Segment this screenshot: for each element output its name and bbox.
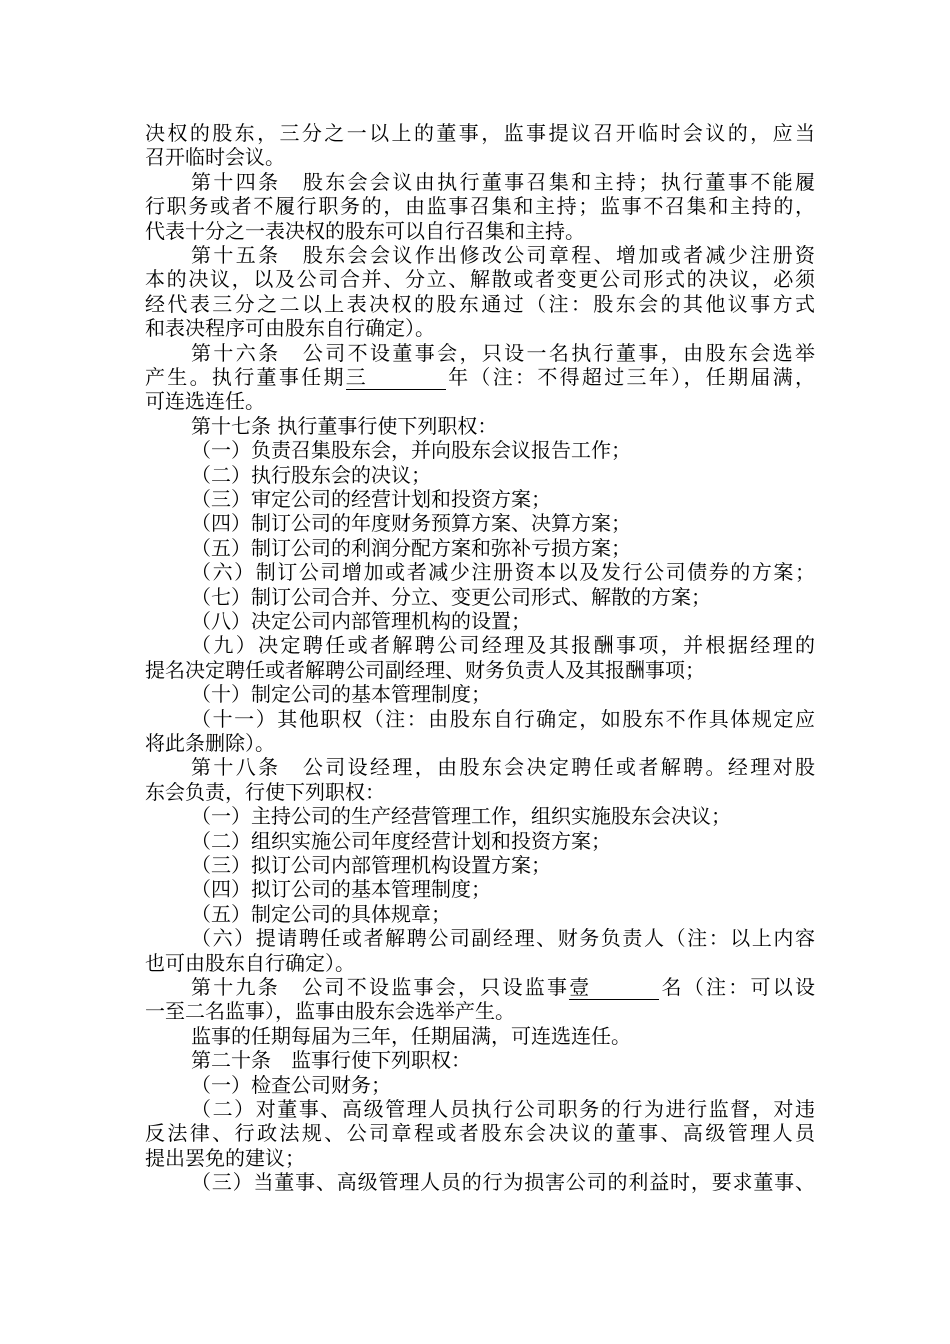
text-segment: （七）制订公司合并、分立、变更公司形式、解散的方案； [191,584,711,609]
text-line [191,707,815,731]
text-line [191,609,815,633]
text-line [191,1073,815,1097]
text-line [145,951,815,975]
text-line [191,755,815,779]
text-segment: （三）当董事、高级管理人员的行为损害公司的利益时，要求董事、 [191,1170,815,1195]
text-segment: 可连选连任。 [145,389,265,414]
text-line [145,1146,815,1170]
text-line [145,389,815,413]
text-segment: 本的决议，以及公司合并、分立、解散或者变更公司形式的决议，必须 [145,267,815,292]
text-segment: 第十四条 股东会会议由执行董事召集和主持；执行董事不能履 [191,169,815,194]
text-segment: 代表十分之一表决权的股东可以自行召集和主持。 [145,218,585,243]
text-segment: （二）对董事、高级管理人员执行公司职务的行为进行监督，对违 [191,1097,815,1121]
text-segment: （八）决定公司内部管理机构的设置； [191,609,531,633]
text-segment: 名（注：可以设 [659,975,815,999]
text-line [191,243,815,267]
text-line [145,365,815,389]
text-segment: 第十六条 公司不设董事会，只设一名执行董事，由股东会选举 [191,340,815,365]
text-line [191,1170,815,1194]
text-segment: 将此条删除）。 [145,731,275,755]
text-line [191,560,815,584]
text-segment: 第二十条 监事行使下列职权： [191,1048,471,1073]
text-segment: 第十七条 执行董事行使下列职权： [191,413,498,438]
text-segment: （三）拟订公司内部管理机构设置方案； [191,853,551,877]
text-segment: 行职务或者不履行职务的，由监事召集和主持；监事不召集和主持的， [145,194,815,219]
text-segment: 决权的股东，三分之一以上的董事，监事提议召开临时会议的，应当 [145,121,815,145]
text-line [191,975,815,999]
text-segment: 监事的任期每届为三年，任期届满，可连选连任。 [191,1023,631,1048]
text-segment: 提出罢免的建议； [145,1145,305,1170]
text-line [191,633,815,657]
text-segment: （五）制订公司的利润分配方案和弥补亏损方案； [191,535,631,560]
text-line [191,902,815,926]
text-line [191,1024,815,1048]
text-line [145,121,815,145]
text-line [191,341,815,365]
text-line [191,414,815,438]
text-segment: 召开临时会议。 [145,145,285,170]
text-segment: 年（注：不得超过三年），任期届满， [445,365,816,389]
text-segment: 和表决程序可由股东自行确定）。 [145,316,435,341]
text-line [191,438,815,462]
text-segment: 也可由股东自行确定）。 [145,950,355,975]
text-segment: （六）提请聘任或者解聘公司副经理、财务负责人（注：以上内容 [191,926,815,951]
text-line [191,463,815,487]
text-line [145,194,815,218]
text-line [145,219,815,243]
text-segment: （九）决定聘任或者解聘公司经理及其报酬事项，并根据经理的 [191,633,815,658]
fill-in-blank: 三 [346,367,446,390]
text-line [191,853,815,877]
text-line [191,536,815,560]
text-line [145,145,815,169]
text-segment: （四）拟订公司的基本管理制度； [191,877,491,902]
text-segment: 第十八条 公司设经理，由股东会决定聘任或者解聘。经理对股 [191,755,815,780]
text-line [191,877,815,901]
text-line [145,1121,815,1145]
text-line [191,585,815,609]
text-line [191,170,815,194]
text-line [191,804,815,828]
text-segment: 提名决定聘任或者解聘公司副经理、财务负责人及其报酬事项； [145,657,705,682]
text-segment: 第十五条 股东会会议作出修改公司章程、增加或者减少注册资 [191,243,815,267]
text-line [145,780,815,804]
text-segment: （二）组织实施公司年度经营计划和投资方案； [191,828,611,853]
text-segment: （一）检查公司财务； [191,1072,391,1097]
text-line [145,316,815,340]
text-segment: （六）制订公司增加或者减少注册资本以及发行公司债券的方案； [191,560,815,585]
text-line [191,1048,815,1072]
fill-in-blank: 壹 [569,977,659,1000]
text-line [145,267,815,291]
text-segment: （一）主持公司的生产经营管理工作，组织实施股东会决议； [191,804,731,829]
text-segment: 反法律、行政法规、公司章程或者股东会决议的董事、高级管理人员 [145,1121,815,1146]
text-segment: 东会负责，行使下列职权： [145,779,385,804]
text-segment: 产生。执行董事任期 [145,365,346,389]
text-segment: （一）负责召集股东会，并向股东会议报告工作； [191,438,631,463]
text-line [145,292,815,316]
text-line [145,731,815,755]
text-segment: （十）制定公司的基本管理制度； [191,682,491,707]
text-segment: （五）制定公司的具体规章； [191,901,451,926]
text-segment: （四）制订公司的年度财务预算方案、决算方案； [191,511,631,536]
text-segment: 经代表三分之二以上表决权的股东通过（注：股东会的其他议事方式 [145,291,815,316]
text-segment: 第十九条 公司不设监事会，只设监事 [191,975,570,999]
text-line [191,487,815,511]
text-line [145,658,815,682]
text-segment: （二）执行股东会的决议； [191,462,431,487]
text-line [145,999,815,1023]
text-segment: 一至二名监事），监事由股东会选举产生。 [145,999,515,1024]
text-line [191,511,815,535]
text-line [191,926,815,950]
text-segment: （三）审定公司的经营计划和投资方案； [191,487,551,511]
text-segment: （十一）其他职权（注：由股东自行确定，如股东不作具体规定应 [191,706,815,731]
text-line [191,1097,815,1121]
text-line [191,829,815,853]
text-line [191,682,815,706]
